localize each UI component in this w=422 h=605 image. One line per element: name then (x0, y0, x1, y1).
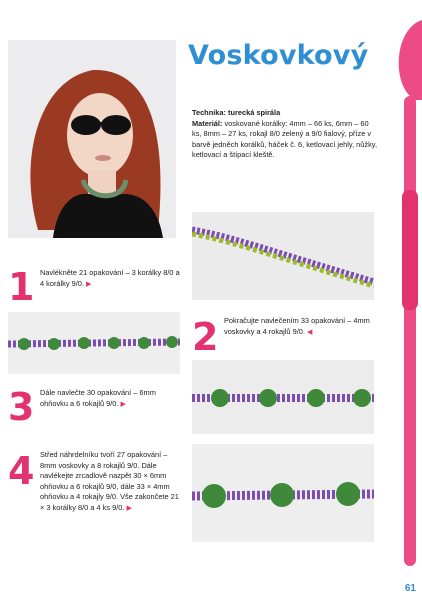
arrow-right-icon: ▶ (86, 280, 92, 288)
arrow-right-icon: ▶ (126, 504, 132, 512)
arrow-right-icon: ▶ (120, 400, 126, 408)
beads-photo-4 (192, 444, 374, 542)
step-4-number: 4 (8, 449, 35, 493)
step-2-text: Pokračujte navlečením 33 opakování – 4mm voskovky a 4 rokajlů 9/0. ◀ (224, 316, 370, 336)
step-3-number: 3 (8, 385, 35, 429)
step-1-text: Navlékněte 21 opakování – 3 korálky 8/0 a 4 korálky 9/0. ▶ (40, 268, 180, 288)
beads-photo-3 (192, 360, 374, 434)
page-number: 61 (404, 583, 416, 594)
step-3-text: Dále navlečte 30 opakování – 6mm ohňovku a 6 rokajlů 9/0. ▶ (40, 388, 156, 408)
step-4-text: Střed náhrdelníku tvoří 27 opakování – 8mm voskovky a 8 rokajlů 9/0. Dále navlékejte zrcadlově nazpět 30 × 6mm ohňovku a 6 rokajlů 9/0, dále 33 × 4mm ohňovku a 4 rokajly 9/0. Vše zakončete 21 × 3 korálky 8/0 a 4 ks 9/0. ▶ (40, 450, 179, 512)
page-title: Voskovkový (188, 40, 369, 71)
arrow-left-icon: ◀ (307, 328, 313, 336)
technique-line: Technika: turecká spirála (192, 108, 281, 117)
step-1-number: 1 (8, 265, 35, 309)
model-photo (8, 40, 176, 238)
step-2-number: 2 (192, 315, 219, 359)
beads-photo-2 (8, 312, 180, 374)
intro-block (192, 108, 378, 161)
beads-photo-1 (192, 212, 374, 300)
crochet-hook-decoration (392, 0, 422, 600)
material-line: Materiál: voskované korálky: 4mm – 66 ks, 6mm – 60 ks, 8mm – 27 ks, rokajl 8/0 zelený a 9/0 fialový, příze v barvě jedněch korálků, háček č. 6, ketlovací jehly, nůžky, ketlovací a štípací kleště. (192, 118, 377, 159)
